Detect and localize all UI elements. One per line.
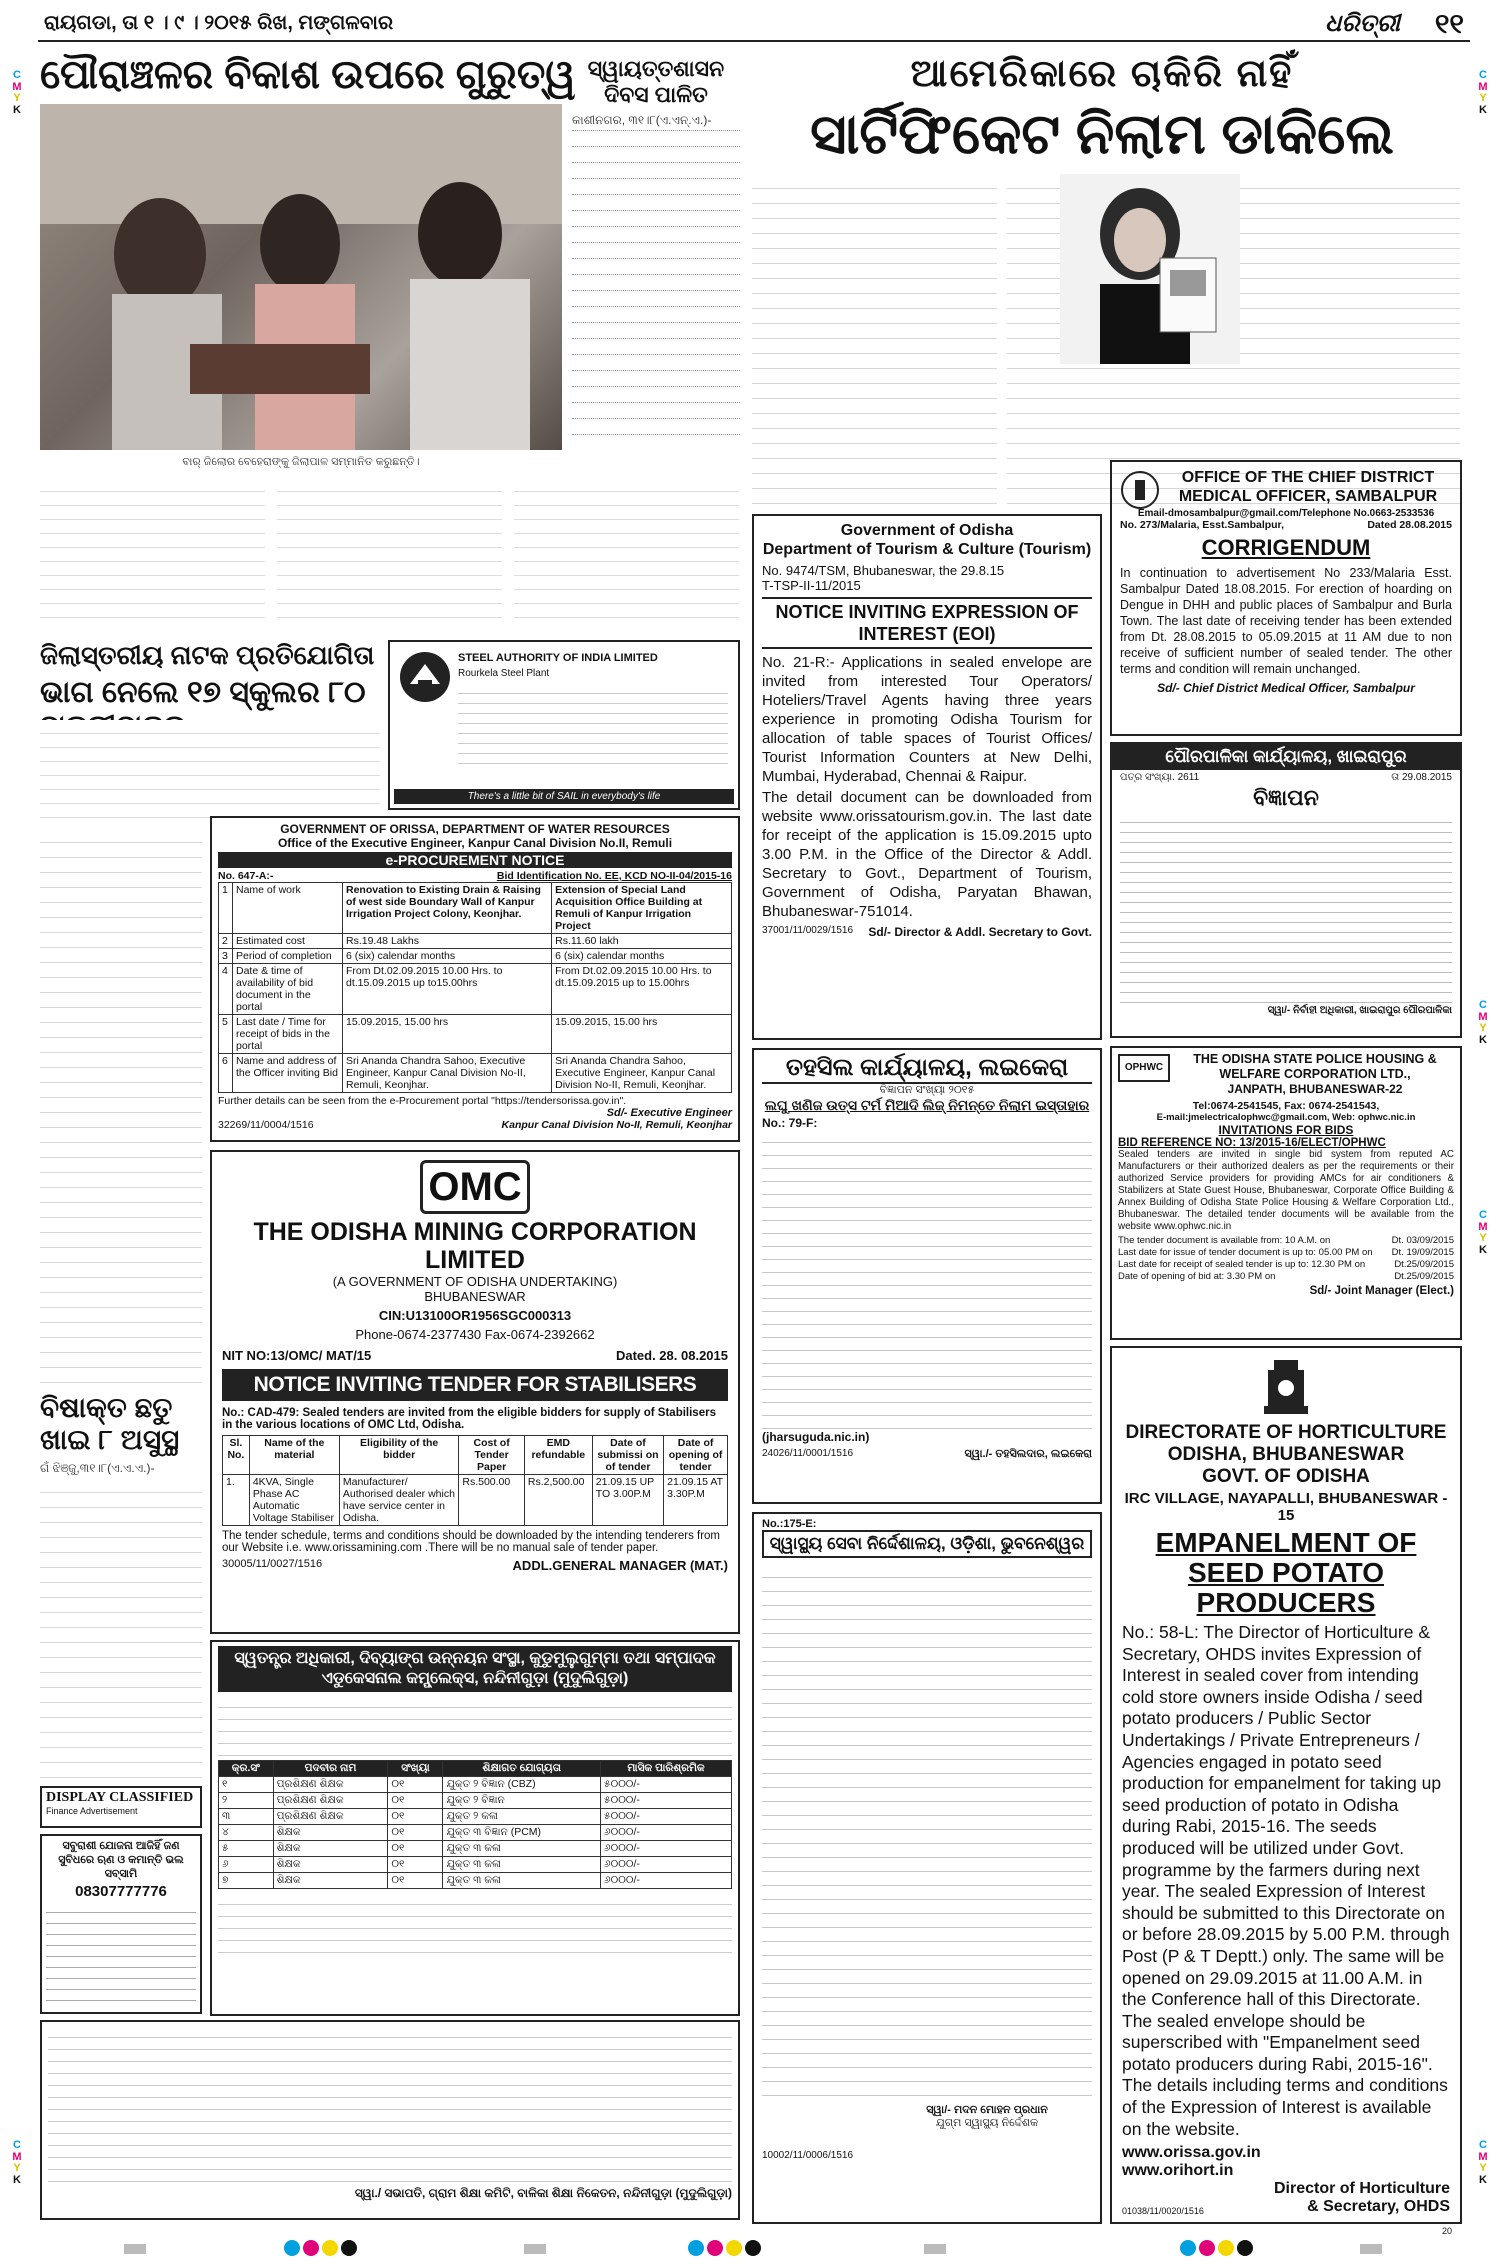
table-cell: Estimated cost xyxy=(233,934,343,949)
table-cell: ୫ xyxy=(219,1841,274,1857)
color-bar-footer xyxy=(0,2238,1500,2262)
table-cell: ୬୦୦୦/- xyxy=(601,1841,732,1857)
table-cell: 1 xyxy=(219,883,233,934)
left-long-column xyxy=(40,828,202,1388)
table-cell: ଯୁକ୍ତ ୩ କଳା xyxy=(443,1841,601,1857)
tahasil-sub: ବିଜ୍ଞାପନ ସଂଖ୍ୟା ୨୦୧୫ xyxy=(879,1084,975,1096)
swayattashasan-dateline: କାଶୀନଗର, ୩୧।୮(ଏ.ଏନ୍.ଏ.)- xyxy=(572,113,712,127)
tourism-no: No. 9474/TSM, Bhubaneswar, the 29.8.15 xyxy=(762,563,1005,578)
horticulture-title-1: DIRECTORATE OF HORTICULTURE xyxy=(1125,1422,1447,1443)
table-cell: ଶିକ୍ଷକ xyxy=(273,1825,388,1841)
tahasil-sign: ସ୍ୱା./- ତହସିଲଦାର, ଲଇକେରା xyxy=(964,1448,1092,1460)
horticulture-title-2: ODISHA, BHUBANESWAR xyxy=(1167,1444,1405,1465)
municipal-date: ତା 29.08.2015 xyxy=(1391,772,1452,783)
cdmo-body: In continuation to advertisement No 233/Malaria Esst. Sambalpur Dated 18.08.2015. For erection of hoarding on Dengue in DHH and public places of Sambalpur and Burla Town. The last date of receiving tender has been extended from Dt. 28.08.2015 to 05.09.2015 at 11 AM due to non receive of sufficient number of sealed tender. The other terms and condition will remain unchanged. xyxy=(1120,566,1452,676)
omc-dated: Dated. 28. 08.2015 xyxy=(615,1348,728,1363)
table-cell: Date & time of availability of bid document in the portal xyxy=(233,964,343,1015)
ophwc-bid-ref: BID REFERENCE NO: 13/2015-16/ELECT/OPHWC xyxy=(1118,1137,1386,1149)
table-cell: ୫୦୦୦/- xyxy=(601,1777,732,1793)
table-cell: ୦୧ xyxy=(388,1841,443,1857)
omc-table xyxy=(222,1435,728,1526)
table-cell: ଯୁକ୍ତ ୩ ବିଜ୍ଞାନ (PCM) xyxy=(443,1825,601,1841)
table-cell: ୪ xyxy=(219,1825,274,1841)
omc-city: BHUBANESWAR xyxy=(424,1289,526,1304)
canal-footer: Further details can be seen from the e-Procurement portal "https://tendersorissa.gov.in". xyxy=(218,1095,627,1107)
table-cell: ୬୦୦୦/- xyxy=(601,1825,732,1841)
classified-sub: Finance Advertisement xyxy=(46,1806,138,1816)
table-cell: 15.09.2015, 15.00 hrs xyxy=(552,1015,732,1054)
table-cell: Manufacturer/ Authorised dealer which have service center in Odisha. xyxy=(339,1475,459,1526)
horticulture-sign-1: Director of Horticulture xyxy=(1273,2180,1450,2198)
canal-no: No. 647-A:- xyxy=(218,870,274,882)
finance-ad-phone: 08307777776 xyxy=(75,1883,167,1900)
table-cell: 2 xyxy=(219,934,233,949)
table-header-cell: Date of submissi on of tender xyxy=(592,1436,663,1475)
health-sign-2: ଯୁଗ୍ମ ସ୍ୱାସ୍ଥ୍ୟ ନିର୍ଦ୍ଦେଶକ xyxy=(935,2117,1039,2129)
table-cell: ଶିକ୍ଷକ xyxy=(273,1873,388,1889)
tahasil-heading: ଲଘୁ ଖଣିଜ ଉତ୍ସ ଟର୍ମ ମିଆଦି ଲିଜ୍ ନିମନ୍ତେ ନିଲାମ ଇସ୍ତାହାର xyxy=(764,1097,1090,1113)
municipal-title: ପୌରପାଳିକା କାର୍ଯ୍ୟାଳୟ, ଖାଇରାପୁର xyxy=(1112,744,1460,770)
table-row xyxy=(219,1841,732,1857)
list-item xyxy=(1118,1235,1454,1247)
school-title: ସ୍ୱତନ୍ତ୍ର ଅଧିକାରୀ, ଦିବ୍ୟାଙ୍ଗ ଉନ୍ନୟନ ସଂସ୍ଥା, କୁଡୁମୁଲୁଗୁମ୍ମା ତଥା ସମ୍ପାଦକ ଏଡୁକେସନାଲ କମ୍ପ୍ଲେକ୍ସ, ନନ୍ଦିନୀଗୁଡ଼ା (ମୁଦୁଲିଗୁଡ଼ା) xyxy=(218,1646,732,1692)
ophwc-logo: OPHWC xyxy=(1118,1054,1170,1082)
table-cell: Rs.11.60 lakh xyxy=(552,934,732,949)
cmyk-mark-left-bottom: C M Y K xyxy=(12,2139,22,2186)
ophwc-email: E-mail:jmelectricalophwc@gmail.com, Web: ophwc.nic.in xyxy=(1156,1112,1416,1123)
woman-with-certificate-photo xyxy=(1060,174,1240,364)
footer-page-mark: 20 xyxy=(1441,2226,1452,2236)
drama-headline-2: ଭାଗ ନେଲେ ୧୭ ସ୍କୁଲର ୮୦ xyxy=(40,676,366,709)
table-cell: ୦୧ xyxy=(388,1825,443,1841)
table-cell: ଶିକ୍ଷକ xyxy=(273,1857,388,1873)
table-cell: 6 xyxy=(219,1054,233,1093)
horticulture-heading: EMPANELMENT OF SEED POTATO PRODUCERS xyxy=(1155,1527,1417,1618)
cdmo-sign: Sd/- Chief District Medical Officer, Sambalpur xyxy=(1157,681,1415,695)
table-cell: Sri Ananda Chandra Sahoo, Executive Engineer, Kanpur Canal Division No-II, Remuli, Keonjhar. xyxy=(552,1054,732,1093)
date-label: Last date for issue of tender document is up to: 05.00 PM on xyxy=(1118,1247,1373,1258)
horticulture-web-1: www.orissa.gov.in xyxy=(1122,2144,1261,2162)
table-cell: ୨ xyxy=(219,1793,274,1809)
table-row xyxy=(219,1054,732,1093)
table-cell: ପ୍ରଶିକ୍ଷଣ ଶିକ୍ଷକ xyxy=(273,1793,388,1809)
table-cell: ୫୦୦୦/- xyxy=(601,1809,732,1825)
ophwc-body: Sealed tenders are invited in single bid system from reputed AC Manufacturers or their authorized dealers as per the requirements or their authorized Service providers for providing AMCs for air conditioners & Stabilizers at State Guest House, Bhubaneswar, Corporate Office Building & Annex Building of Odisha State Police Housing & Welfare Corporation Ltd., Bhubaneswar. The detailed tender documents will be available from the website www.ophwc.nic.in xyxy=(1118,1149,1454,1232)
table-row xyxy=(219,934,732,949)
tahasil-site: (jharsuguda.nic.in) xyxy=(762,1430,870,1444)
omc-title: NOTICE INVITING TENDER FOR STABILISERS xyxy=(222,1369,728,1401)
horticulture-web-2: www.orihort.in xyxy=(1122,2162,1234,2180)
municipal-no: ପତ୍ର ସଂଖ୍ୟା. 2611 xyxy=(1120,772,1200,783)
table-cell: Name of work xyxy=(233,883,343,934)
cdmo-contact: Email-dmosambalpur@gmail.com/Telephone No.0663-2533536 xyxy=(1137,508,1435,519)
page-number: ୧୧ xyxy=(1434,8,1464,39)
ophwc-addr: JANPATH, BHUBANESWAR-22 xyxy=(1227,1082,1403,1096)
table-cell: ୭ xyxy=(219,1873,274,1889)
usa-right-column xyxy=(1250,174,1460,504)
tourism-ref-no: 37001/11/0029/1516 xyxy=(762,925,854,936)
tourism-title: NOTICE INVITING EXPRESSION OF INTEREST (EOI) xyxy=(762,597,1092,649)
table-cell: Rs.2,500.00 xyxy=(524,1475,592,1526)
table-cell: ୦୧ xyxy=(388,1777,443,1793)
ophwc-dates xyxy=(1118,1235,1454,1283)
list-item xyxy=(1118,1271,1454,1283)
omc-name: THE ODISHA MINING CORPORATION LIMITED xyxy=(253,1218,697,1274)
table-cell: ୦୧ xyxy=(388,1809,443,1825)
table-cell: Rs.19.48 Lakhs xyxy=(343,934,552,949)
sail-sub: Rourkela Steel Plant xyxy=(458,668,550,679)
horticulture-emblem-icon xyxy=(1256,1354,1316,1418)
school-notice-box xyxy=(210,1640,740,2016)
ophwc-name: THE ODISHA STATE POLICE HOUSING & WELFARE CORPORATION LTD., xyxy=(1193,1052,1437,1081)
horticulture-body: No.: 58-L: The Director of Horticulture & Secretary, OHDS invites Expression of Interest in sealed cover from intending cold store owners inside Odisha / seed potato producers / Public Sector Undertakings / Private Entrepreneurs / Agencies engaged in potato seed production for empanelment for taking up seed production of potato in Odisha during Rabi, 2015-16. The seeds produced will be utilized under Govt. programme by the farmers during next year. The sealed Expression of Interest should be submitted to this Directorate on or before 28.09.2015 by 5.00 P.M. through Post (P & T Deptt.) only. The same will be opened on 29.09.2015 at 11.00 A.M. in the Conference hall of this Directorate. The sealed envelope should be superscribed with "Empanelment seed potato producers during Rabi, 2015-16". The details including terms and conditions of the Expression of Interest is available on the website. xyxy=(1122,1622,1450,2139)
date-label: Date of opening of bid at: 3.30 PM on xyxy=(1118,1271,1276,1282)
canal-table xyxy=(218,882,732,1093)
table-cell: ୩ xyxy=(219,1809,274,1825)
canal-office: Office of the Executive Engineer, Kanpur Canal Division No.II, Remuli xyxy=(277,836,673,850)
health-title: ସ୍ୱାସ୍ଥ୍ୟ ସେବା ନିର୍ଦ୍ଦେଶାଳୟ, ଓଡ଼ିଶା, ଭୁବନେଶ୍ୱର xyxy=(762,1530,1092,1558)
health-notice xyxy=(752,1512,1102,2224)
table-header-cell: କ୍ର.ସଂ xyxy=(219,1761,274,1777)
table-cell: Rs.500.00 xyxy=(459,1475,524,1526)
table-cell: ଯୁକ୍ତ ୨ କଳା xyxy=(443,1809,601,1825)
horticulture-notice xyxy=(1110,1346,1462,2224)
tahasil-ref: 24026/11/0001/1516 xyxy=(762,1448,854,1459)
cmyk-mark-right-mid1: C M Y K xyxy=(1478,999,1488,1046)
omc-ref: 30005/11/0027/1516 xyxy=(222,1558,323,1570)
omc-nit: NIT NO:13/OMC/ MAT/15 xyxy=(222,1348,372,1363)
date-label: The tender document is available from: 10 A.M. on xyxy=(1118,1235,1331,1246)
table-cell: From Dt.02.09.2015 10.00 Hrs. to dt.15.09.2015 up to15.00hrs xyxy=(343,964,552,1015)
horticulture-title-3: GOVT. OF ODISHA xyxy=(1202,1466,1370,1487)
cdmo-emblem-icon xyxy=(1120,470,1160,510)
cdmo-heading: CORRIGENDUM xyxy=(1201,535,1371,560)
canal-bid-id: Bid Identification No. EE, KCD NO-II-04/2015-16 xyxy=(496,870,732,882)
table-cell: 15.09.2015, 15.00 hrs xyxy=(343,1015,552,1054)
usa-photo xyxy=(1060,174,1240,364)
canal-sign-2: Kanpur Canal Division No-II, Remuli, Keonjhar xyxy=(501,1119,732,1131)
table-cell: ପ୍ରଶିକ୍ଷଣ ଶିକ୍ଷକ xyxy=(273,1777,388,1793)
table-cell: ୬୦୦୦/- xyxy=(601,1857,732,1873)
cmyk-mark-left-top: C M Y K xyxy=(12,69,22,116)
table-header-cell: ମାସିକ ପାରିଶ୍ରମିକ xyxy=(601,1761,732,1777)
cmyk-mark-right-mid2: C M Y K xyxy=(1478,1209,1488,1256)
usa-headline: ସାର୍ଟିଫିକେଟ ନିଲାମ ଡାକିଲେ xyxy=(810,102,1394,165)
canal-ref: 32269/11/0004/1516 xyxy=(218,1119,314,1131)
table-row xyxy=(219,964,732,1015)
drama-body xyxy=(40,720,380,820)
swayattashasan-body xyxy=(572,130,740,470)
table-cell: From Dt.02.09.2015 10.00 Hrs. to dt.15.09.2015 up to 15.00hrs xyxy=(552,964,732,1015)
left-story-body xyxy=(40,478,740,638)
sail-logo-icon xyxy=(398,650,452,704)
table-cell: ଶିକ୍ଷକ xyxy=(273,1841,388,1857)
ophwc-tel: Tel:0674-2541545, Fax: 0674-2541543, xyxy=(1192,1100,1380,1112)
people-photo-graphic xyxy=(40,104,562,450)
table-header-cell: ଶିକ୍ଷାଗତ ଯୋଗ୍ୟତା xyxy=(443,1761,601,1777)
health-sign-1: ସ୍ୱା/- ମଦନ ମୋହନ ପ୍ରଧାନ xyxy=(926,2104,1048,2116)
finance-ad-title: ସବୁରାଶୀ ଯୋଜନା ଆଜିହିଁ ଜଣ ସୁବିଧରେ ଋଣ ଓ କମାନ୍ତି ଭଲ ସବ୍ସାମି xyxy=(58,1840,184,1880)
table-header-cell: Name of the material xyxy=(249,1436,339,1475)
table-header-cell: EMD refundable xyxy=(524,1436,592,1475)
tourism-dept: Department of Tourism & Culture (Tourism) xyxy=(762,541,1092,558)
table-cell: 5 xyxy=(219,1015,233,1054)
table-header-cell: Sl. No. xyxy=(223,1436,250,1475)
horticulture-addr: IRC VILLAGE, NAYAPALLI, BHUBANESWAR - 15 xyxy=(1124,1490,1448,1524)
table-cell: Last date / Time for receipt of bids in the portal xyxy=(233,1015,343,1054)
usa-kicker: ଆମେରିକାରେ ଚାକିରି ନାହିଁ xyxy=(910,53,1294,95)
swayattashasan-headline: ସ୍ୱାୟତ୍ତଶାସନ ଦିବସ ପାଳିତ xyxy=(587,56,725,107)
sail-body xyxy=(458,684,728,764)
table-cell: ଯୁକ୍ତ ୩ କଳା xyxy=(443,1873,601,1889)
table-cell: ୦୧ xyxy=(388,1873,443,1889)
ophwc-sign: Sd/- Joint Manager (Elect.) xyxy=(1309,1285,1454,1297)
date-value: Dt. 19/09/2015 xyxy=(1391,1247,1454,1258)
table-cell: ୬ xyxy=(219,1857,274,1873)
date-value: Dt.25/09/2015 xyxy=(1394,1259,1454,1270)
list-item xyxy=(1118,1259,1454,1271)
table-cell: Extension of Special Land Acquisition Office Building at Remuli of Kanpur Irrigation Project xyxy=(552,883,732,934)
table-cell: Name and address of the Officer inviting Bid xyxy=(233,1054,343,1093)
cdmo-title: OFFICE OF THE CHIEF DISTRICT MEDICAL OFFICER, SAMBALPUR xyxy=(1178,469,1438,505)
tourism-body-2: The detail document can be downloaded from website www.orissatourism.gov.in. The last date for receipt of the application is 15.09.2015 upto 3.00 P.M. in the Office of the Director & Addl. Secretary to Govt., Department of Tourism, Government of Odisha, Paryatan Bhawan, Bhubaneswar-751014. xyxy=(762,789,1092,920)
table-cell: ୧ xyxy=(219,1777,274,1793)
omc-cin: CIN:U13100OR1956SGC000313 xyxy=(378,1308,572,1323)
table-cell: Period of completion xyxy=(233,949,343,964)
header-bar xyxy=(38,8,1470,42)
omc-sign: ADDL.GENERAL MANAGER (MAT.) xyxy=(512,1558,728,1573)
omc-notice xyxy=(210,1150,740,1634)
poison-headline: ବିଷାକ୍ତ ଛତୁ ଖାଇ ୮ ଅସୁସ୍ଥ xyxy=(40,1392,179,1455)
left-photo xyxy=(40,104,562,450)
tourism-ref: T-TSP-II-11/2015 xyxy=(762,578,861,593)
table-row xyxy=(219,1873,732,1889)
municipal-heading: ବିଜ୍ଞାପନ xyxy=(1253,785,1319,810)
tourism-body: No. 21-R:- Applications in sealed envelope are invited from interested Tour Operators/ Hoteliers/Travel Agents having three years experience in promoting Odisha Tourism for allocation of table spaces of Tourist Offices/ Tourist Information Counters at New Delhi, Mumbai, Hyderabad, Chennai & Raipur. xyxy=(762,654,1092,785)
table-cell: 21.09.15 UP TO 3.00P.M xyxy=(592,1475,663,1526)
cdmo-dated: Dated 28.08.2015 xyxy=(1367,519,1452,531)
health-no: No.:175-E: xyxy=(762,1518,817,1530)
table-cell: Sri Ananda Chandra Sahoo, Executive Engineer, Kanpur Canal Division No-II, Remuli, Keonjhar. xyxy=(343,1054,552,1093)
horticulture-sign-2: & Secretary, OHDS xyxy=(1307,2198,1450,2216)
omc-intro: No.: CAD-479: Sealed tenders are invited from the eligible bidders for supply of Stabilisers in the various locations of OMC Ltd, Odisha. xyxy=(222,1407,716,1431)
dateline: ରାୟଗଡା, ତା ୧ । ୯ । ୨୦୧୫ ରିଖ, ମଙ୍ଗଳବାର xyxy=(44,12,394,34)
school-notice-lower xyxy=(40,2020,740,2220)
classified-title: DISPLAY CLASSIFIED xyxy=(46,1790,194,1805)
table-cell: ଯୁକ୍ତ ୨ ବିଜ୍ଞାନ (CBZ) xyxy=(443,1777,601,1793)
tahasil-title: ତହସିଲ କାର୍ଯ୍ୟାଳୟ, ଲଇକେରା xyxy=(762,1054,1092,1084)
table-row xyxy=(219,1825,732,1841)
cdmo-no: No. 273/Malaria, Esst.Sambalpur, xyxy=(1120,519,1284,531)
school-sign: ସ୍ୱା./ ସଭାପତି, ଗ୍ରାମ ଶିକ୍ଷା କମିଟି, ବାଳିକା ଶିକ୍ଷା ନିକେତନ, ନନ୍ଦିନୀଗୁଡ଼ା (ମୁଦୁଲିଗୁଡ଼ା) xyxy=(354,2186,732,2200)
table-row xyxy=(219,1793,732,1809)
table-cell: ଯୁକ୍ତ ୨ ବିଜ୍ଞାନ xyxy=(443,1793,601,1809)
date-value: Dt. 03/09/2015 xyxy=(1391,1235,1454,1246)
table-cell: ପ୍ରଶିକ୍ଷଣ ଶିକ୍ଷକ xyxy=(273,1809,388,1825)
health-ref: 10002/11/0006/1516 xyxy=(762,2150,854,2161)
table-row xyxy=(223,1475,728,1526)
table-cell: 3 xyxy=(219,949,233,964)
table-cell: 4KVA, Single Phase AC Automatic Voltage Stabiliser xyxy=(249,1475,339,1526)
poison-dateline: ଗଁ ଝିଞ୍ଜୁ,୩୧।୮(ଏ.ଏ.ଏ.)- xyxy=(40,1461,155,1475)
ophwc-heading: INVITATIONS FOR BIDS xyxy=(1218,1123,1354,1137)
horticulture-ref: 01038/11/0020/1516 xyxy=(1122,2206,1204,2217)
sail-name: STEEL AUTHORITY OF INDIA LIMITED xyxy=(458,652,658,664)
left-photo-caption: ବାର୍ ଜିଲୋର ବେହେରାଙ୍କୁ ଜିଲାପାଳ ସମ୍ମାନିତ କରୁଛନ୍ତି। xyxy=(182,456,420,468)
table-cell: 6 (six) calendar months xyxy=(343,949,552,964)
canal-notice xyxy=(210,816,740,1142)
table-row xyxy=(219,1015,732,1054)
table-cell: ୫୦୦୦/- xyxy=(601,1793,732,1809)
omc-footer: The tender schedule, terms and conditions should be downloaded by the intending tenderers from our Website i.e. www.orissamining.com .There will be no manual sale of tender paper. xyxy=(222,1530,721,1554)
tourism-gov: Government of Odisha xyxy=(840,522,1014,539)
canal-gov: GOVERNMENT OF ORISSA, DEPARTMENT OF WATER RESOURCES xyxy=(280,822,670,836)
omc-sub: (A GOVERNMENT OF ODISHA UNDERTAKING) xyxy=(332,1274,618,1289)
left-headline: ପୌରାଞ୍ଚଳର ବିକାଶ ଉପରେ ଗୁରୁତ୍ୱ xyxy=(40,53,576,97)
cmyk-mark-right-top: C M Y K xyxy=(1478,69,1488,116)
table-cell: ଯୁକ୍ତ ୩ କଳା xyxy=(443,1857,601,1873)
tahasil-no: No.: 79-F: xyxy=(762,1116,818,1130)
tourism-sign: Sd/- Director & Addl. Secretary to Govt. xyxy=(868,925,1092,939)
table-header-cell: Cost of Tender Paper xyxy=(459,1436,524,1475)
ophwc-notice xyxy=(1110,1046,1462,1340)
table-cell: 6 (six) calendar months xyxy=(552,949,732,964)
table-cell: ୬୦୦୦/- xyxy=(601,1873,732,1889)
drama-headline-1: ଜିଲାସ୍ତରୀୟ ନାଟକ ପ୍ରତିଯୋଗିତା xyxy=(40,640,375,670)
canal-sign: Sd/- Executive Engineer xyxy=(606,1107,732,1119)
tahasil-notice xyxy=(752,1048,1102,1504)
table-row xyxy=(219,1857,732,1873)
omc-logo: OMC xyxy=(420,1160,530,1214)
table-cell: 21.09.15 AT 3.30P.M xyxy=(664,1475,728,1526)
table-cell: ୦୧ xyxy=(388,1857,443,1873)
paper-name: ଧରିତ୍ରୀ xyxy=(1325,10,1400,37)
list-item xyxy=(1118,1247,1454,1259)
municipal-notice xyxy=(1110,742,1462,1038)
table-cell: 1. xyxy=(223,1475,250,1526)
municipal-sign: ସ୍ୱା/- ନିର୍ବାହୀ ଅଧିକାରୀ, ଖାଇରାପୁର ପୌରପାଳିକା xyxy=(1267,1005,1452,1016)
table-cell: Renovation to Existing Drain & Raising of west side Boundary Wall of Kanpur Irrigation Project Colony, Keonjhar. xyxy=(343,883,552,934)
table-row xyxy=(219,883,732,934)
canal-title: e-PROCUREMENT NOTICE xyxy=(218,852,732,868)
table-header-cell: Eligibility of the bidder xyxy=(339,1436,459,1475)
table-header-cell: ସଂଖ୍ୟା xyxy=(388,1761,443,1777)
sail-tagline: There's a little bit of SAIL in everybody's life xyxy=(394,789,734,804)
table-row xyxy=(219,949,732,964)
omc-phone: Phone-0674-2377430 Fax-0674-2392662 xyxy=(355,1327,595,1342)
table-cell: 4 xyxy=(219,964,233,1015)
date-label: Last date for receipt of sealed tender is up to: 12.30 PM on xyxy=(1118,1259,1366,1270)
cdmo-notice xyxy=(1110,460,1462,736)
tourism-notice xyxy=(752,514,1102,1040)
table-header-cell: Date of opening of tender xyxy=(664,1436,728,1475)
cmyk-mark-right-bottom: C M Y K xyxy=(1478,2139,1488,2186)
table-cell: ୦୧ xyxy=(388,1793,443,1809)
table-header-cell: ପଦବୀର ନାମ xyxy=(273,1761,388,1777)
table-row xyxy=(219,1809,732,1825)
sail-ad xyxy=(388,640,740,810)
table-row xyxy=(219,1777,732,1793)
school-table xyxy=(218,1760,732,1889)
date-value: Dt.25/09/2015 xyxy=(1394,1271,1454,1282)
